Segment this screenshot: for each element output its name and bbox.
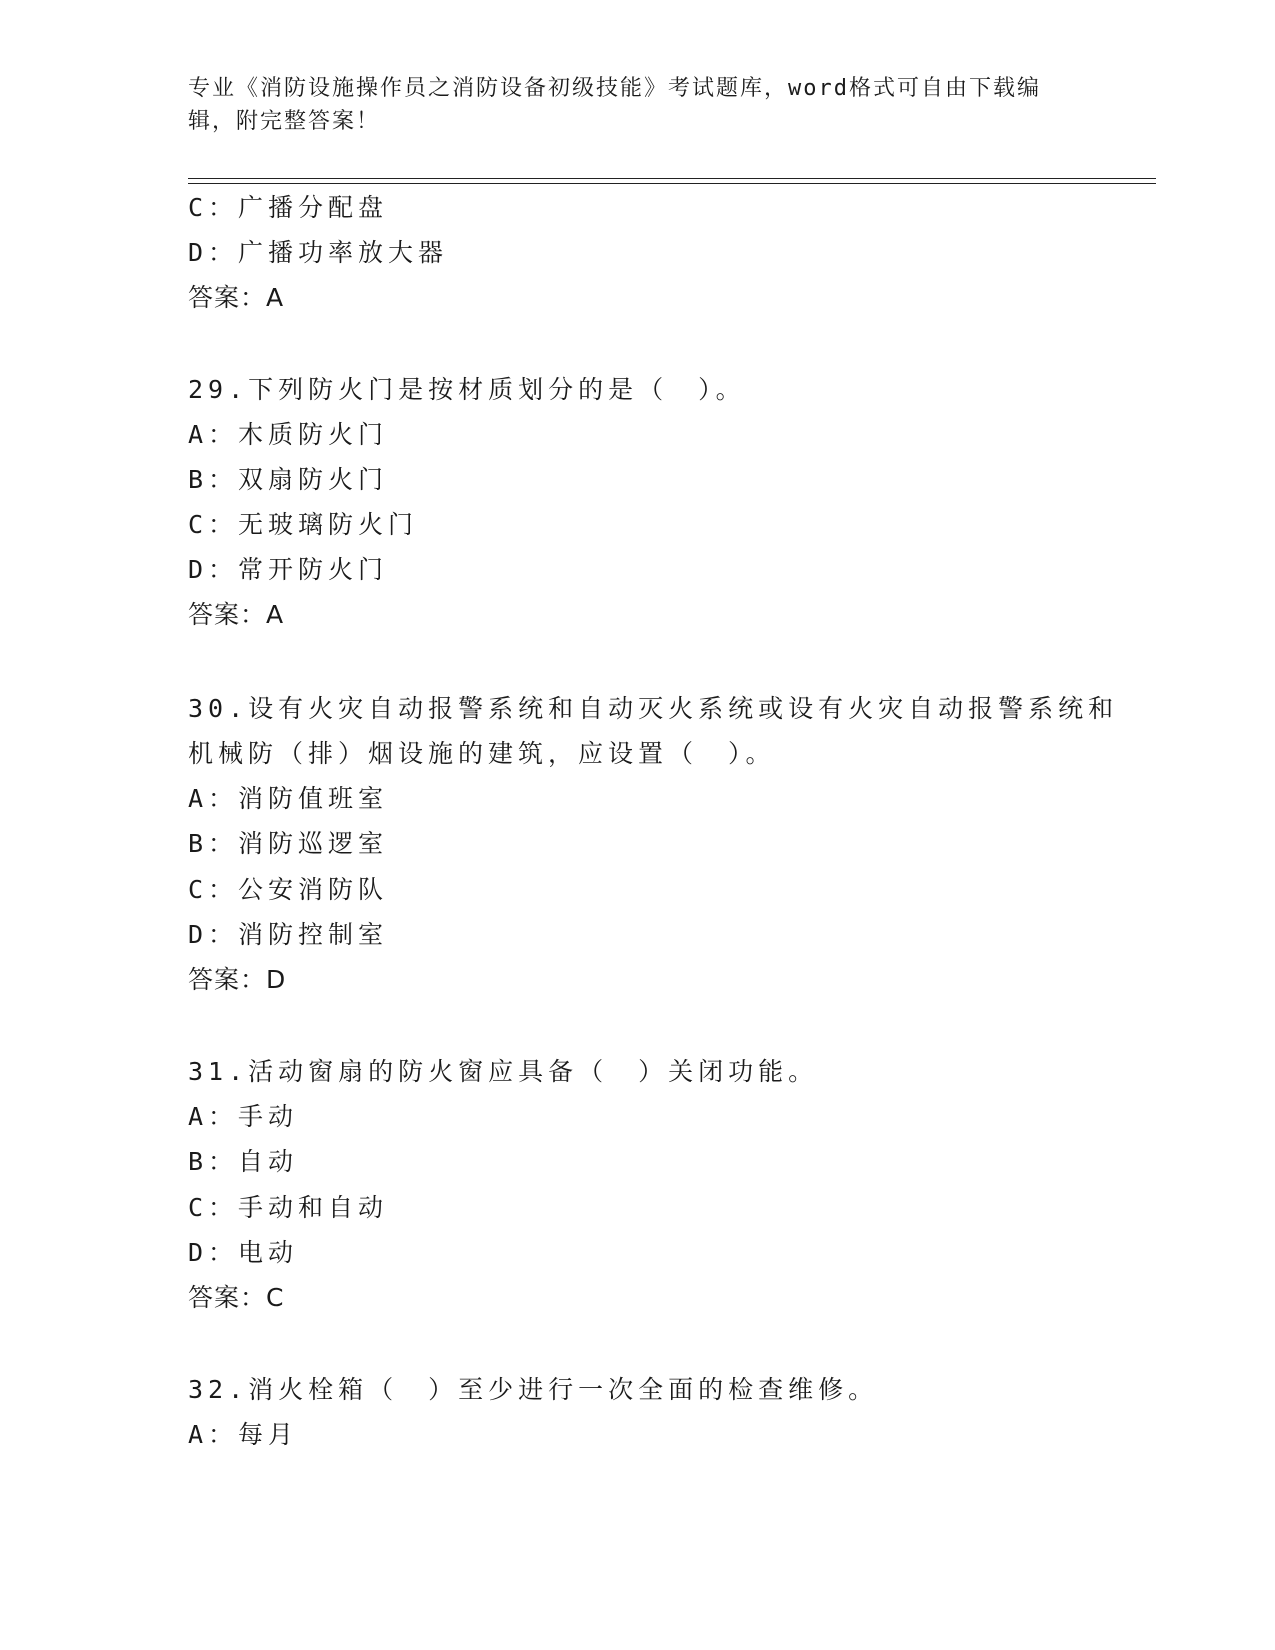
- q31-stem: 31.活动窗扇的防火窗应具备（ ）关闭功能。: [188, 1057, 819, 1086]
- q30-option-b: B：消防巡逻室: [188, 829, 389, 858]
- q29-option-a: A：木质防火门: [188, 420, 389, 449]
- q30-stem-line-2: 机械防（排）烟设施的建筑，应设置（ ）。: [188, 739, 776, 768]
- header-divider-top: [188, 178, 1156, 179]
- q29-option-c: C：无玻璃防火门: [188, 510, 419, 539]
- q31-option-a: A：手动: [188, 1102, 299, 1131]
- prev-option-c: C：广播分配盘: [188, 193, 389, 222]
- header-divider-bottom: [188, 183, 1156, 184]
- q31-option-d: D：电动: [188, 1238, 299, 1267]
- q31-option-c: C：手动和自动: [188, 1193, 389, 1222]
- q29-option-b: B：双扇防火门: [188, 465, 389, 494]
- q30-option-c: C：公安消防队: [188, 875, 389, 904]
- q29-answer: 答案：A: [188, 600, 285, 629]
- q32-stem: 32.消火栓箱（ ）至少进行一次全面的检查维修。: [188, 1375, 879, 1404]
- q29-stem: 29.下列防火门是按材质划分的是（ ）。: [188, 375, 746, 404]
- prev-option-d: D：广播功率放大器: [188, 238, 449, 267]
- document-header: 专业《消防设施操作员之消防设备初级技能》考试题库，word格式可自由下载编辑，附完整答案！: [188, 76, 1041, 134]
- q31-option-b: B：自动: [188, 1147, 299, 1176]
- q31-answer: 答案：C: [188, 1283, 285, 1312]
- q30-option-d: D：消防控制室: [188, 920, 389, 949]
- q30-option-a: A：消防值班室: [188, 784, 389, 813]
- q30-answer: 答案：D: [188, 965, 287, 994]
- prev-answer: 答案：A: [188, 283, 285, 312]
- q30-stem-line-1: 30.设有火灾自动报警系统和自动灭火系统或设有火灾自动报警系统和: [188, 694, 1119, 723]
- q29-option-d: D：常开防火门: [188, 555, 389, 584]
- q32-option-a: A：每月: [188, 1420, 299, 1449]
